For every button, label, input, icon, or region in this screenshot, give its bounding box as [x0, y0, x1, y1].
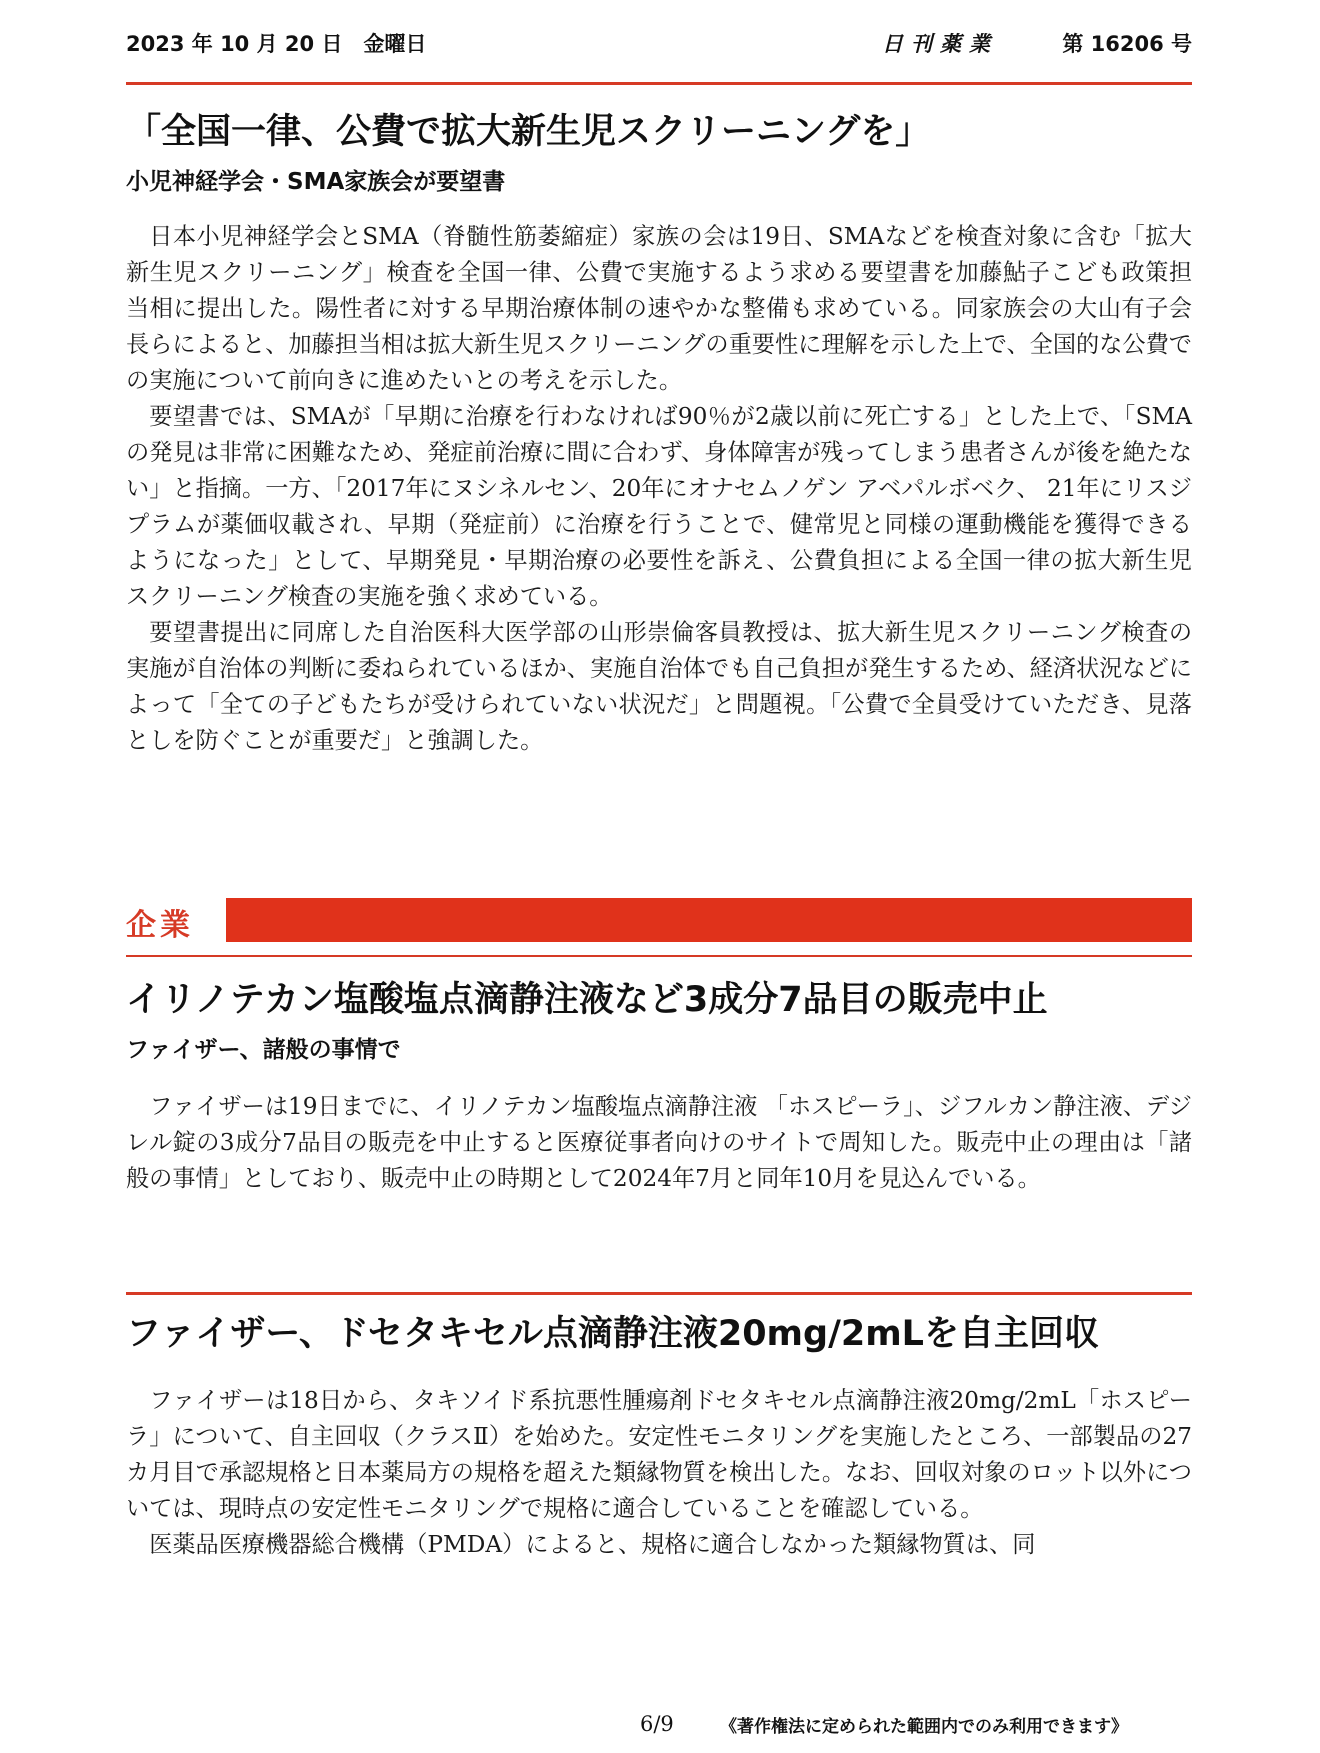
issue-date: 2023 年 10 月 20 日 金曜日 [126, 32, 427, 56]
page-header [126, 24, 1192, 58]
section-header-bar [126, 898, 1192, 942]
article2-paragraph: ファイザーは19日までに、イリノテカン塩酸塩点滴静注液 「ホスピーラ」、ジフルカン静注液、デジレル錠の3成分7品目の販売を中止すると医療従事者向けのサイトで周知した。販売中止の理由は「諸般の事情」としており、販売中止の時期として2024年7月と同年10月を見込んでいる。 [126, 1093, 1192, 1192]
section-label: 企業 [126, 908, 194, 943]
article3-paragraph: 医薬品医療機器総合機構（PMDA）によると、規格に適合しなかった類縁物質は、同 [149, 1531, 1036, 1558]
section-color-bar [226, 898, 1192, 942]
article3-title: ファイザー、ドセタキセル点滴静注液20mg/2mLを自主回収 [126, 1314, 1099, 1354]
article1-title: 「全国一律、公費で拡大新生児スクリーニングを」 [126, 112, 931, 152]
article1-paragraph: 要望書提出に同席した自治医科大医学部の山形崇倫客員教授は、拡大新生児スクリーニング検査の実施が自治体の判断に委ねられているほか、実施自治体でも自己負担が発生するため、経済状況などによって「全ての子どもたちが受けられていない状況だ」と問題視。「公費で全員受けていただき、見落としを防ぐことが重要だ」と強調した。 [126, 619, 1192, 754]
issue-number: 第 16206 号 [1062, 32, 1192, 56]
article1-paragraph: 日本小児神経学会とSMA（脊髄性筋萎縮症）家族の会は19日、SMAなどを検査対象に含む「拡大新生児スクリーニング」検査を全国一律、公費で実施するよう求める要望書を加藤鮎子こども政策担当相に提出した。陽性者に対する早期治療体制の速やかな整備も求めている。同家族会の大山有子会長らによると、加藤担当相は拡大新生児スクリーニングの重要性に理解を示した上で、全国的な公費での実施について前向きに進めたいとの考えを示した。 [126, 223, 1192, 394]
section-rule [126, 955, 1192, 957]
article1-subtitle: 小児神経学会・SMA家族会が要望書 [126, 169, 506, 195]
newspaper-name: 日刊薬業 [882, 32, 998, 56]
article3-body [126, 1383, 1192, 1563]
article2-subtitle: ファイザー、諸般の事情で [126, 1037, 401, 1063]
copyright-notice: 《著作権法に定められた範囲内でのみ利用できます》 [720, 1717, 1128, 1737]
article3-rule [126, 1292, 1192, 1295]
article3-paragraph: ファイザーは18日から、タキソイド系抗悪性腫瘍剤ドセタキセル点滴静注液20mg/2mL「ホスピーラ」について、自主回収（クラスⅡ）を始めた。安定性モニタリングを実施したところ、一部製品の27カ月目で承認規格と日本薬局方の規格を超えた類縁物質を検出した。なお、回収対象のロット以外については、現時点の安定性モニタリングで規格に適合していることを確認している。 [126, 1387, 1192, 1522]
page-number: 6/9 [640, 1712, 674, 1736]
article1-paragraph: 要望書では、SMAが「早期に治療を行わなければ90％が2歳以前に死亡する」とした上で、「SMAの発見は非常に困難なため、発症前治療に間に合わず、身体障害が残ってしまう患者さんが後を絶たない」と指摘。一方、「2017年にヌシネルセン、20年にオナセムノゲン アベパルボベク、 21年にリスジプラムが薬価収載され、早期（発症前）に治療を行うことで、健常児と同様の運動機能を獲得できるようになった」として、早期発見・早期治療の必要性を訴え、公費負担による全国一律の拡大新生児スクリーニング検査の実施を強く求めている。 [126, 403, 1192, 610]
article2-title: イリノテカン塩酸塩点滴静注液など3成分7品目の販売中止 [126, 980, 1048, 1020]
article2-body [126, 1089, 1192, 1197]
article1-body [126, 219, 1192, 759]
header-rule [126, 82, 1192, 85]
